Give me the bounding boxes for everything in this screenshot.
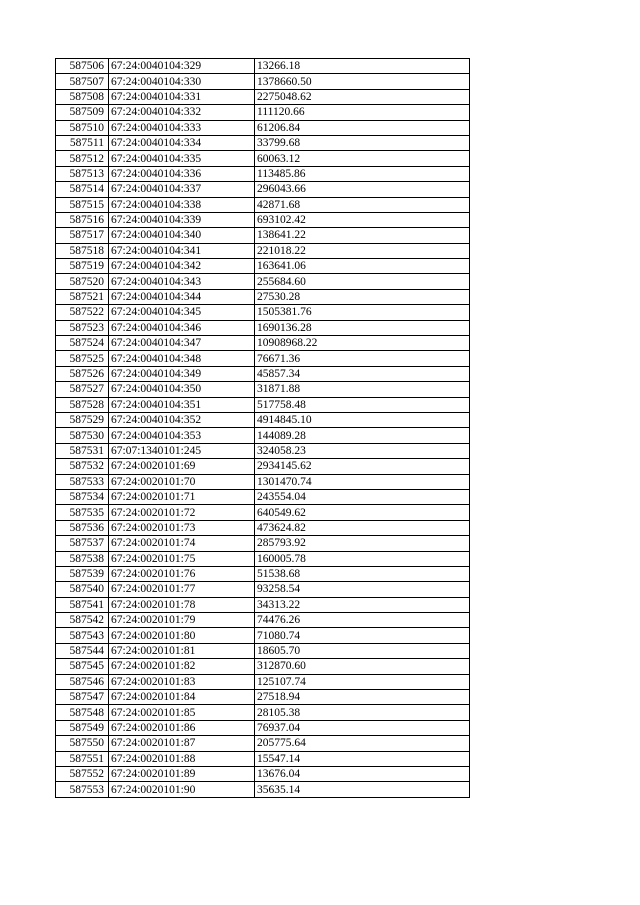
- cadastral-value-cell: 473624.82: [255, 520, 470, 535]
- cadastral-value-cell: 13266.18: [255, 59, 470, 74]
- row-number-cell: 587512: [56, 151, 109, 166]
- table-row: [56, 166, 470, 181]
- row-number-cell: 587523: [56, 320, 109, 335]
- cadastral-value-cell: 27530.28: [255, 289, 470, 304]
- cadastral-number-cell: 67:24:0040104:346: [109, 320, 255, 335]
- cadastral-number-cell: 67:24:0040104:352: [109, 412, 255, 427]
- row-number-cell: 587522: [56, 305, 109, 320]
- cadastral-number-cell: 67:24:0040104:341: [109, 243, 255, 258]
- row-number-cell: 587534: [56, 489, 109, 504]
- table-row: [56, 320, 470, 335]
- cadastral-value-cell: 45857.34: [255, 366, 470, 381]
- cadastral-number-cell: 67:24:0020101:83: [109, 674, 255, 689]
- table-row: [56, 582, 470, 597]
- table-row: [56, 197, 470, 212]
- cadastral-number-cell: 67:24:0040104:339: [109, 212, 255, 227]
- cadastral-value-cell: 1505381.76: [255, 305, 470, 320]
- table-row: [56, 782, 470, 797]
- cadastral-number-cell: 67:24:0020101:88: [109, 751, 255, 766]
- cadastral-number-cell: 67:24:0040104:347: [109, 336, 255, 351]
- table-row: [56, 105, 470, 120]
- cadastral-value-cell: 693102.42: [255, 212, 470, 227]
- cadastral-value-cell: 51538.68: [255, 566, 470, 581]
- row-number-cell: 587536: [56, 520, 109, 535]
- cadastral-value-cell: 61206.84: [255, 120, 470, 135]
- cadastral-number-cell: 67:24:0040104:329: [109, 59, 255, 74]
- table-row: [56, 443, 470, 458]
- table-row: [56, 74, 470, 89]
- row-number-cell: 587538: [56, 551, 109, 566]
- cadastral-value-cell: 74476.26: [255, 613, 470, 628]
- table-row: [56, 382, 470, 397]
- table-row: [56, 566, 470, 581]
- table-row: [56, 289, 470, 304]
- table-row: [56, 366, 470, 381]
- table-row: [56, 597, 470, 612]
- table-row: [56, 212, 470, 227]
- cadastral-value-cell: 138641.22: [255, 228, 470, 243]
- row-number-cell: 587527: [56, 382, 109, 397]
- cadastral-number-cell: 67:24:0040104:338: [109, 197, 255, 212]
- table-row: [56, 135, 470, 150]
- cadastral-number-cell: 67:24:0040104:335: [109, 151, 255, 166]
- cadastral-value-cell: 31871.88: [255, 382, 470, 397]
- table-row: [56, 659, 470, 674]
- cadastral-value-cell: 60063.12: [255, 151, 470, 166]
- cadastral-value-cell: 1301470.74: [255, 474, 470, 489]
- row-number-cell: 587529: [56, 412, 109, 427]
- cadastral-value-cell: 76937.04: [255, 720, 470, 735]
- row-number-cell: 587539: [56, 566, 109, 581]
- row-number-cell: 587541: [56, 597, 109, 612]
- cadastral-number-cell: 67:24:0020101:72: [109, 505, 255, 520]
- row-number-cell: 587513: [56, 166, 109, 181]
- cadastral-value-cell: 296043.66: [255, 182, 470, 197]
- cadastral-number-cell: 67:24:0020101:71: [109, 489, 255, 504]
- table-row: [56, 643, 470, 658]
- row-number-cell: 587514: [56, 182, 109, 197]
- cadastral-number-cell: 67:24:0020101:74: [109, 536, 255, 551]
- cadastral-value-table: [55, 58, 470, 798]
- cadastral-value-cell: 71080.74: [255, 628, 470, 643]
- table-row: [56, 120, 470, 135]
- row-number-cell: 587531: [56, 443, 109, 458]
- cadastral-value-cell: 2275048.62: [255, 89, 470, 104]
- table-row: [56, 674, 470, 689]
- row-number-cell: 587511: [56, 135, 109, 150]
- table-row: [56, 705, 470, 720]
- row-number-cell: 587508: [56, 89, 109, 104]
- cadastral-value-cell: 163641.06: [255, 259, 470, 274]
- cadastral-value-cell: 1690136.28: [255, 320, 470, 335]
- table-row: [56, 397, 470, 412]
- row-number-cell: 587553: [56, 782, 109, 797]
- table-row: [56, 489, 470, 504]
- table-row: [56, 520, 470, 535]
- table-row: [56, 228, 470, 243]
- cadastral-number-cell: 67:24:0020101:82: [109, 659, 255, 674]
- row-number-cell: 587543: [56, 628, 109, 643]
- row-number-cell: 587547: [56, 690, 109, 705]
- table-row: [56, 766, 470, 781]
- cadastral-number-cell: 67:24:0020101:75: [109, 551, 255, 566]
- cadastral-number-cell: 67:24:0020101:86: [109, 720, 255, 735]
- cadastral-value-cell: 243554.04: [255, 489, 470, 504]
- row-number-cell: 587552: [56, 766, 109, 781]
- table-row: [56, 505, 470, 520]
- cadastral-number-cell: 67:24:0040104:353: [109, 428, 255, 443]
- cadastral-number-cell: 67:07:1340101:245: [109, 443, 255, 458]
- table-row: [56, 613, 470, 628]
- cadastral-value-cell: 15547.14: [255, 751, 470, 766]
- cadastral-value-cell: 160005.78: [255, 551, 470, 566]
- row-number-cell: 587549: [56, 720, 109, 735]
- cadastral-value-cell: 640549.62: [255, 505, 470, 520]
- cadastral-value-cell: 18605.70: [255, 643, 470, 658]
- table-row: [56, 428, 470, 443]
- cadastral-number-cell: 67:24:0040104:342: [109, 259, 255, 274]
- row-number-cell: 587519: [56, 259, 109, 274]
- table-row: [56, 412, 470, 427]
- row-number-cell: 587520: [56, 274, 109, 289]
- cadastral-number-cell: 67:24:0020101:77: [109, 582, 255, 597]
- cadastral-value-cell: 125107.74: [255, 674, 470, 689]
- table-row: [56, 274, 470, 289]
- cadastral-number-cell: 67:24:0040104:331: [109, 89, 255, 104]
- cadastral-number-cell: 67:24:0020101:79: [109, 613, 255, 628]
- cadastral-value-cell: 42871.68: [255, 197, 470, 212]
- row-number-cell: 587518: [56, 243, 109, 258]
- row-number-cell: 587517: [56, 228, 109, 243]
- cadastral-value-cell: 13676.04: [255, 766, 470, 781]
- table-row: [56, 459, 470, 474]
- cadastral-number-cell: 67:24:0020101:89: [109, 766, 255, 781]
- row-number-cell: 587521: [56, 289, 109, 304]
- table-row: [56, 336, 470, 351]
- table-row: [56, 182, 470, 197]
- row-number-cell: 587548: [56, 705, 109, 720]
- cadastral-value-cell: 255684.60: [255, 274, 470, 289]
- row-number-cell: 587516: [56, 212, 109, 227]
- cadastral-number-cell: 67:24:0040104:350: [109, 382, 255, 397]
- cadastral-number-cell: 67:24:0020101:87: [109, 736, 255, 751]
- row-number-cell: 587532: [56, 459, 109, 474]
- cadastral-value-cell: 4914845.10: [255, 412, 470, 427]
- table-row: [56, 751, 470, 766]
- cadastral-value-cell: 285793.92: [255, 536, 470, 551]
- cadastral-value-cell: 111120.66: [255, 105, 470, 120]
- table-row: [56, 351, 470, 366]
- table-body: [56, 59, 470, 798]
- cadastral-value-cell: 2934145.62: [255, 459, 470, 474]
- row-number-cell: 587528: [56, 397, 109, 412]
- cadastral-value-cell: 35635.14: [255, 782, 470, 797]
- cadastral-number-cell: 67:24:0040104:330: [109, 74, 255, 89]
- cadastral-number-cell: 67:24:0020101:80: [109, 628, 255, 643]
- table-row: [56, 690, 470, 705]
- cadastral-number-cell: 67:24:0020101:84: [109, 690, 255, 705]
- cadastral-number-cell: 67:24:0020101:81: [109, 643, 255, 658]
- cadastral-number-cell: 67:24:0040104:334: [109, 135, 255, 150]
- cadastral-number-cell: 67:24:0040104:336: [109, 166, 255, 181]
- cadastral-number-cell: 67:24:0020101:70: [109, 474, 255, 489]
- cadastral-value-cell: 113485.86: [255, 166, 470, 181]
- table-row: [56, 305, 470, 320]
- cadastral-number-cell: 67:24:0040104:340: [109, 228, 255, 243]
- row-number-cell: 587542: [56, 613, 109, 628]
- cadastral-value-cell: 324058.23: [255, 443, 470, 458]
- table-row: [56, 243, 470, 258]
- cadastral-number-cell: 67:24:0020101:76: [109, 566, 255, 581]
- row-number-cell: 587546: [56, 674, 109, 689]
- table-row: [56, 259, 470, 274]
- cadastral-value-cell: 76671.36: [255, 351, 470, 366]
- row-number-cell: 587540: [56, 582, 109, 597]
- row-number-cell: 587507: [56, 74, 109, 89]
- table-row: [56, 151, 470, 166]
- cadastral-value-cell: 221018.22: [255, 243, 470, 258]
- table-row: [56, 736, 470, 751]
- row-number-cell: 587530: [56, 428, 109, 443]
- row-number-cell: 587515: [56, 197, 109, 212]
- table-row: [56, 551, 470, 566]
- cadastral-number-cell: 67:24:0020101:73: [109, 520, 255, 535]
- cadastral-value-cell: 93258.54: [255, 582, 470, 597]
- row-number-cell: 587537: [56, 536, 109, 551]
- table-row: [56, 720, 470, 735]
- cadastral-number-cell: 67:24:0040104:333: [109, 120, 255, 135]
- cadastral-value-cell: 34313.22: [255, 597, 470, 612]
- row-number-cell: 587550: [56, 736, 109, 751]
- cadastral-value-cell: 312870.60: [255, 659, 470, 674]
- table-row: [56, 89, 470, 104]
- cadastral-number-cell: 67:24:0040104:337: [109, 182, 255, 197]
- cadastral-value-cell: 517758.48: [255, 397, 470, 412]
- cadastral-value-cell: 28105.38: [255, 705, 470, 720]
- row-number-cell: 587535: [56, 505, 109, 520]
- row-number-cell: 587510: [56, 120, 109, 135]
- cadastral-value-cell: 10908968.22: [255, 336, 470, 351]
- row-number-cell: 587526: [56, 366, 109, 381]
- cadastral-number-cell: 67:24:0040104:343: [109, 274, 255, 289]
- row-number-cell: 587545: [56, 659, 109, 674]
- cadastral-value-cell: 27518.94: [255, 690, 470, 705]
- table-row: [56, 474, 470, 489]
- cadastral-number-cell: 67:24:0020101:69: [109, 459, 255, 474]
- row-number-cell: 587509: [56, 105, 109, 120]
- row-number-cell: 587551: [56, 751, 109, 766]
- cadastral-number-cell: 67:24:0020101:85: [109, 705, 255, 720]
- cadastral-number-cell: 67:24:0040104:332: [109, 105, 255, 120]
- row-number-cell: 587506: [56, 59, 109, 74]
- cadastral-number-cell: 67:24:0040104:348: [109, 351, 255, 366]
- table-row: [56, 628, 470, 643]
- cadastral-value-cell: 144089.28: [255, 428, 470, 443]
- cadastral-number-cell: 67:24:0040104:345: [109, 305, 255, 320]
- cadastral-number-cell: 67:24:0020101:78: [109, 597, 255, 612]
- cadastral-number-cell: 67:24:0040104:344: [109, 289, 255, 304]
- row-number-cell: 587533: [56, 474, 109, 489]
- cadastral-value-cell: 205775.64: [255, 736, 470, 751]
- row-number-cell: 587544: [56, 643, 109, 658]
- row-number-cell: 587525: [56, 351, 109, 366]
- cadastral-number-cell: 67:24:0040104:351: [109, 397, 255, 412]
- row-number-cell: 587524: [56, 336, 109, 351]
- cadastral-value-cell: 1378660.50: [255, 74, 470, 89]
- cadastral-number-cell: 67:24:0040104:349: [109, 366, 255, 381]
- cadastral-value-cell: 33799.68: [255, 135, 470, 150]
- table-row: [56, 536, 470, 551]
- table-row: [56, 59, 470, 74]
- cadastral-number-cell: 67:24:0020101:90: [109, 782, 255, 797]
